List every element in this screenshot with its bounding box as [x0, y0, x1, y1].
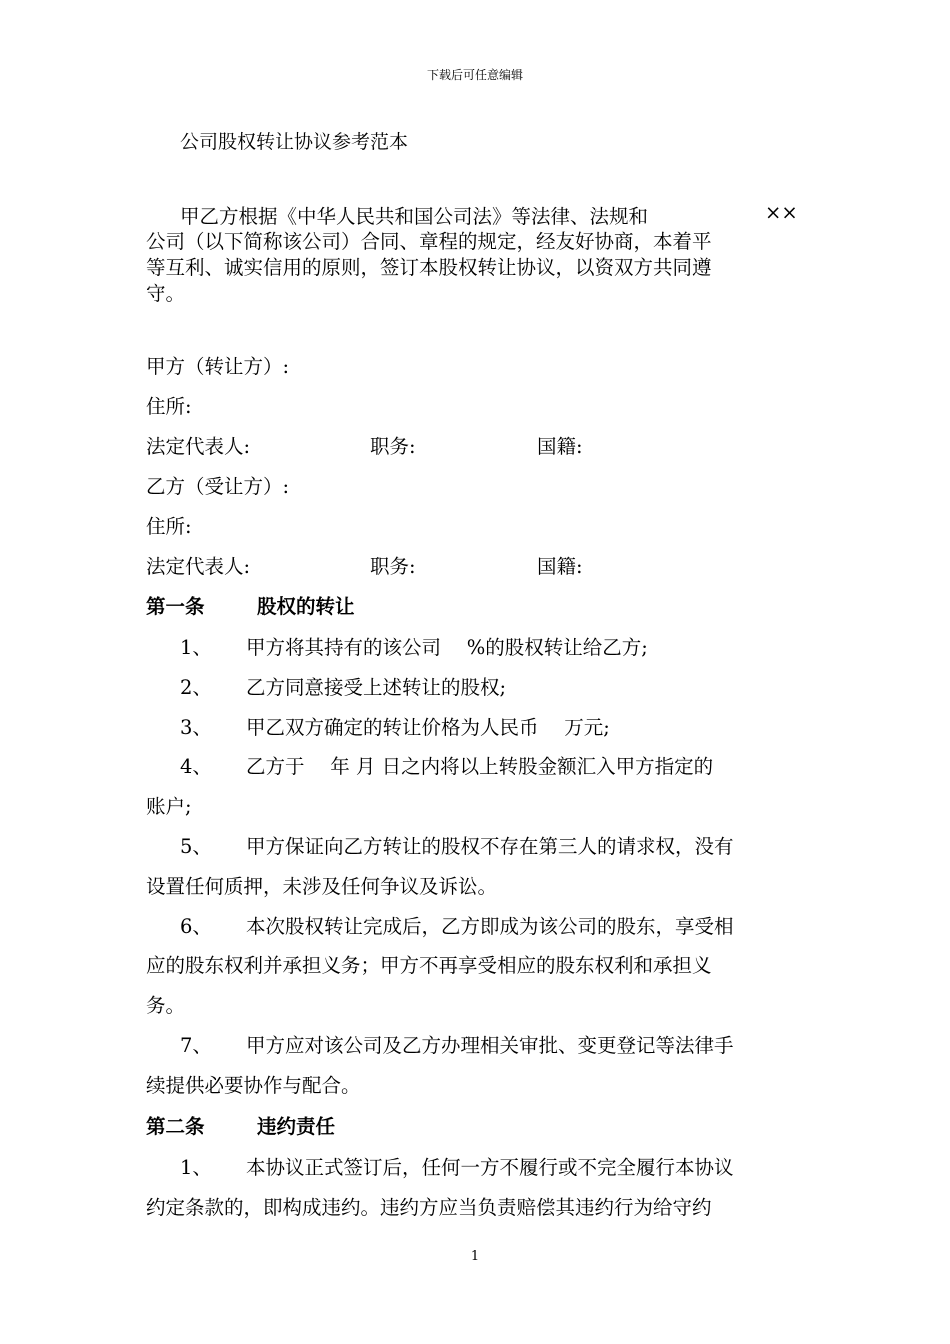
party-b-nationality: 国籍:	[537, 555, 583, 578]
article1-item-5-num: 5、	[180, 835, 212, 858]
article1-item-1-num: 1、	[180, 636, 212, 659]
article1-item-4-num: 4、	[180, 755, 212, 778]
article2-title: 违约责任	[257, 1115, 336, 1138]
party-b-position: 职务:	[370, 555, 416, 578]
article1-item-5-text: 甲方保证向乙方转让的股权不存在第三人的请求权，没有	[246, 835, 734, 858]
party-a-nationality: 国籍:	[537, 435, 583, 458]
party-b-rep: 法定代表人:	[146, 555, 251, 578]
article1-item-2-text: 乙方同意接受上述转让的股权;	[246, 676, 507, 699]
document-title: 公司股权转让协议参考范本	[180, 131, 409, 153]
intro-line-1: 甲乙方根据《中华人民共和国公司法》等法律、法规和	[180, 205, 649, 228]
party-b-address: 住所:	[146, 515, 192, 538]
intro-placeholder: ××	[765, 201, 798, 224]
party-b-label: 乙方（受让方）:	[146, 475, 290, 498]
article1-item-7-num: 7、	[180, 1034, 212, 1057]
article2-item-1-num: 1、	[180, 1156, 212, 1179]
article1-item-3-num: 3、	[180, 716, 212, 739]
article1-item-4-text: 乙方于 年 月 日之内将以上转股金额汇入甲方指定的	[246, 755, 714, 778]
article2-item-1-text: 本协议正式签订后，任何一方不履行或不完全履行本协议	[246, 1156, 734, 1179]
article1-item-2-num: 2、	[180, 676, 212, 699]
article1-item-6-num: 6、	[180, 915, 212, 938]
party-a-address: 住所:	[146, 395, 192, 418]
header-note: 下载后可任意编辑	[426, 68, 523, 82]
party-a-position: 职务:	[370, 435, 416, 458]
article1-item-1-text: 甲方将其持有的该公司 %的股权转让给乙方;	[246, 636, 648, 659]
article2-item-1-text-2: 约定条款的，即构成违约。违约方应当负责赔偿其违约行为给守约	[146, 1196, 712, 1219]
party-a-rep: 法定代表人:	[146, 435, 251, 458]
article1-item-6-text-2: 应的股东权利并承担义务；甲方不再享受相应的股东权利和承担义	[146, 954, 712, 977]
page-number: 1	[470, 1249, 480, 1264]
intro-line-3: 等互利、诚实信用的原则，签订本股权转让协议，以资双方共同遵	[146, 256, 712, 279]
article1-item-4-text-2: 账户;	[146, 795, 192, 818]
article1-item-6-text-3: 务。	[146, 994, 186, 1017]
intro-line-2: 公司（以下简称该公司）合同、章程的规定，经友好协商，本着平	[146, 230, 712, 253]
article1-item-3-text: 甲乙双方确定的转让价格为人民币 万元;	[246, 716, 610, 739]
article1-item-7-text: 甲方应对该公司及乙方办理相关审批、变更登记等法律手	[246, 1034, 734, 1057]
article1-item-6-text: 本次股权转让完成后，乙方即成为该公司的股东，享受相	[246, 915, 734, 938]
article1-number: 第一条	[146, 595, 205, 618]
article1-item-5-text-2: 设置任何质押，未涉及任何争议及诉讼。	[146, 875, 498, 898]
article2-number: 第二条	[146, 1115, 205, 1138]
party-a-label: 甲方（转让方）:	[146, 355, 290, 378]
article1-title: 股权的转让	[257, 595, 355, 618]
intro-line-4: 守。	[146, 282, 186, 305]
article1-item-7-text-2: 续提供必要协作与配合。	[146, 1074, 361, 1097]
